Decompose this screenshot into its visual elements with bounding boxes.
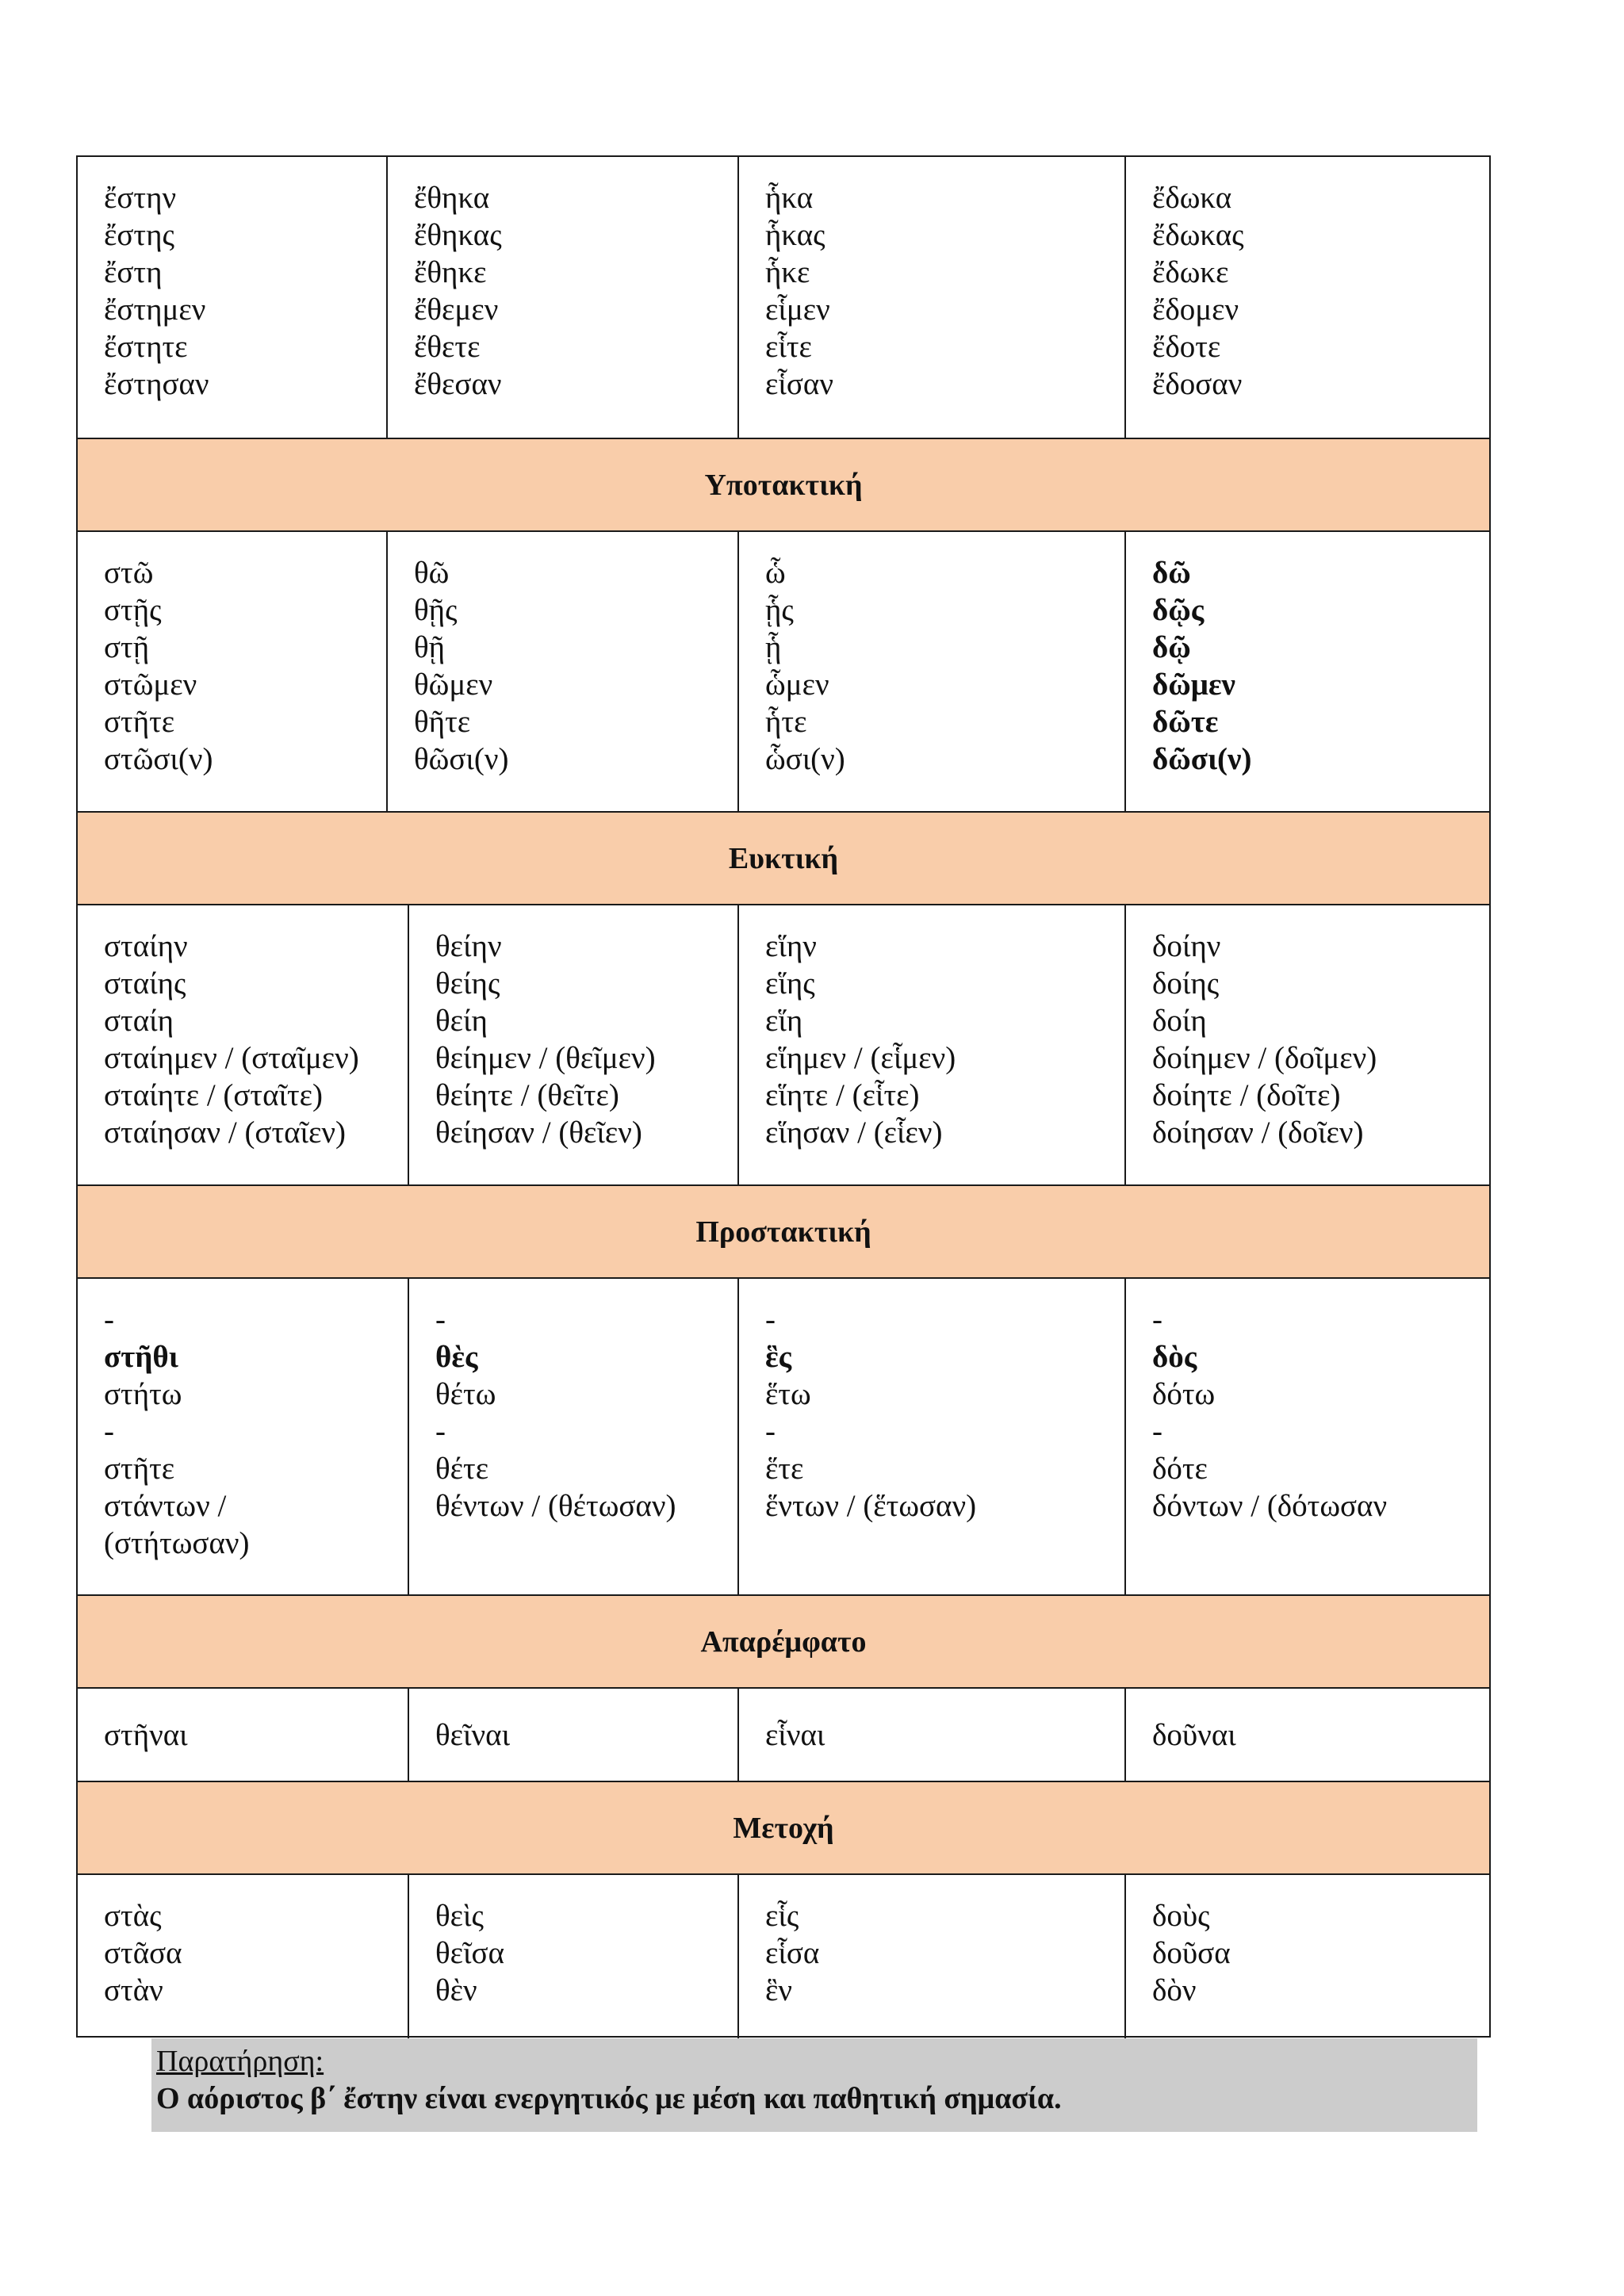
- row-prostaktiki: [78, 1277, 1489, 1594]
- form: θεὶς: [435, 1899, 484, 1933]
- form: ἔδωκα: [1152, 181, 1232, 215]
- form: σταίησαν / (σταῖεν): [104, 1115, 347, 1150]
- form: θείης: [435, 966, 500, 1001]
- note-box: [151, 2038, 1477, 2132]
- form: ἔθετε: [414, 330, 481, 364]
- row-metoxi: [78, 1873, 1489, 2039]
- form: στῆτε: [104, 705, 175, 739]
- form: εἷσα: [765, 1936, 820, 1970]
- cell-didomi: [1124, 1689, 1492, 1781]
- form: -: [104, 1414, 114, 1448]
- form: δὸς: [1152, 1340, 1197, 1374]
- form: ἔδοσαν: [1152, 367, 1243, 401]
- cell-didomi: [1124, 157, 1492, 438]
- form: ἔδοτε: [1152, 330, 1221, 364]
- form: θῶμεν: [414, 668, 493, 702]
- cell-tithemi: [408, 1875, 737, 2039]
- cell-hiemi: [737, 1689, 1124, 1781]
- form: ὧ: [765, 556, 786, 590]
- form: στὰς: [104, 1899, 162, 1933]
- cell-tithemi: [408, 1689, 737, 1781]
- form: θέτε: [435, 1452, 489, 1486]
- cell-tithemi: [386, 532, 737, 811]
- form: ὧμεν: [765, 668, 829, 702]
- form: ἔδωκας: [1152, 218, 1244, 252]
- form: στῇ: [104, 630, 150, 664]
- form: θὲς: [435, 1340, 478, 1374]
- form: εἵη: [765, 1004, 803, 1038]
- form: δοίητε / (δοῖτε): [1152, 1078, 1341, 1112]
- note-title: Παρατήρηση:: [156, 2045, 324, 2078]
- form: -: [104, 1303, 114, 1337]
- form: ἔθηκας: [414, 218, 502, 252]
- form: σταίην: [104, 929, 188, 963]
- form: δοίησαν / (δοῖεν): [1152, 1115, 1364, 1150]
- section-header-euktiki: Ευκτική: [78, 811, 1489, 904]
- section-header-metoxi: Μετοχή: [78, 1781, 1489, 1873]
- form: ᾗ: [765, 630, 782, 664]
- form: στῆναι: [104, 1717, 188, 1752]
- form: -: [1152, 1303, 1162, 1337]
- form: ἔστημεν: [104, 293, 206, 327]
- form: δοίημεν / (δοῖμεν): [1152, 1041, 1377, 1075]
- form: δῶ: [1152, 556, 1191, 590]
- cell-histemi: [78, 532, 386, 811]
- form: ἔδομεν: [1152, 293, 1239, 327]
- row-ypotaktiki: [78, 530, 1489, 811]
- form: δόντων / (δότωσαν: [1152, 1489, 1388, 1523]
- form: θῶσι(ν): [414, 742, 509, 776]
- cell-histemi: [78, 1875, 408, 2039]
- form: σταίης: [104, 966, 186, 1001]
- form: δῷς: [1152, 593, 1205, 627]
- form: στῆτε: [104, 1452, 175, 1486]
- form: ἧτε: [765, 705, 807, 739]
- form: θεῖσα: [435, 1936, 505, 1970]
- form: στῶμεν: [104, 668, 197, 702]
- form: σταίημεν / (σταῖμεν): [104, 1041, 359, 1075]
- form: -: [765, 1303, 776, 1337]
- form: θείησαν / (θεῖεν): [435, 1115, 642, 1150]
- form: εἷσαν: [765, 367, 833, 401]
- form: θέντων / (θέτωσαν): [435, 1489, 676, 1523]
- form: θῇ: [414, 630, 446, 664]
- form: δῶμεν: [1152, 668, 1235, 702]
- form: στῇς: [104, 593, 162, 627]
- form: ἓν: [765, 1973, 793, 2007]
- form: εἵην: [765, 929, 817, 963]
- form: ἔστη: [104, 255, 163, 289]
- section-header-prostaktiki: Προστακτική: [78, 1184, 1489, 1277]
- form: θεῖναι: [435, 1717, 511, 1752]
- cell-tithemi: [408, 905, 737, 1184]
- form: ᾗς: [765, 593, 794, 627]
- form: θείην: [435, 929, 502, 963]
- row-aparemfato: [78, 1687, 1489, 1781]
- form: δότω: [1152, 1377, 1216, 1411]
- form: θείημεν / (θεῖμεν): [435, 1041, 656, 1075]
- cell-histemi: [78, 1689, 408, 1781]
- cell-hiemi: [737, 157, 1124, 438]
- form: ὧσι(ν): [765, 742, 845, 776]
- form: (στήτωσαν): [104, 1526, 250, 1560]
- form: θῇς: [414, 593, 458, 627]
- form: ἔστην: [104, 181, 177, 215]
- form: δοίην: [1152, 929, 1221, 963]
- cell-tithemi: [386, 157, 737, 438]
- form: -: [1152, 1414, 1162, 1448]
- form: στὰν: [104, 1973, 163, 2007]
- form: ἔστησαν: [104, 367, 209, 401]
- form: ἔδωκε: [1152, 255, 1229, 289]
- form: ἔστης: [104, 218, 174, 252]
- form: εἷναι: [765, 1717, 825, 1752]
- form: εἵης: [765, 966, 815, 1001]
- conjugation-table: [76, 155, 1491, 2038]
- form: -: [765, 1414, 776, 1448]
- form: ἧκα: [765, 181, 814, 215]
- form: δοὺς: [1152, 1899, 1210, 1933]
- form: στῶσι(ν): [104, 742, 213, 776]
- form: ἧκε: [765, 255, 810, 289]
- form: δῶτε: [1152, 705, 1219, 739]
- form: θὲν: [435, 1973, 477, 2007]
- form: δοίης: [1152, 966, 1220, 1001]
- form: στῶ: [104, 556, 154, 590]
- form: εἷς: [765, 1899, 799, 1933]
- form: δότε: [1152, 1452, 1208, 1486]
- cell-hiemi: [737, 1279, 1124, 1594]
- form: εἷτε: [765, 330, 812, 364]
- form: -: [435, 1303, 446, 1337]
- form: στῆθι: [104, 1340, 178, 1374]
- cell-histemi: [78, 1279, 408, 1594]
- form: δοῦσα: [1152, 1936, 1231, 1970]
- form: θῶ: [414, 556, 450, 590]
- cell-tithemi: [408, 1279, 737, 1594]
- form: ἔθεμεν: [414, 293, 499, 327]
- form: θέτω: [435, 1377, 496, 1411]
- form: εἵητε / (εἷτε): [765, 1078, 920, 1112]
- form: ἔστητε: [104, 330, 188, 364]
- form: στᾶσα: [104, 1936, 182, 1970]
- form: στήτω: [104, 1377, 182, 1411]
- row-euktiki: [78, 904, 1489, 1184]
- form: εἵησαν / (εἷεν): [765, 1115, 943, 1150]
- form: σταίη: [104, 1004, 174, 1038]
- form: θείητε / (θεῖτε): [435, 1078, 619, 1112]
- form: ἕντων / (ἕτωσαν): [765, 1489, 977, 1523]
- form: ἔθηκε: [414, 255, 487, 289]
- cell-didomi: [1124, 905, 1492, 1184]
- section-header-aparemfato: Απαρέμφατο: [78, 1594, 1489, 1687]
- form: δοίη: [1152, 1004, 1207, 1038]
- cell-histemi: [78, 157, 386, 438]
- cell-didomi: [1124, 1279, 1492, 1594]
- form: ἕτω: [765, 1377, 811, 1411]
- cell-hiemi: [737, 532, 1124, 811]
- form: ἕτε: [765, 1452, 804, 1486]
- row-oristiki: [78, 157, 1489, 438]
- form: ἧκας: [765, 218, 825, 252]
- form: ἔθεσαν: [414, 367, 502, 401]
- note-text: Ο αόριστος β΄ ἔστην είναι ενεργητικός με μέση και παθητική σημασία.: [156, 2082, 1062, 2115]
- form: -: [435, 1414, 446, 1448]
- section-header-ypotaktiki: Υποτακτική: [78, 438, 1489, 530]
- form: ἓς: [765, 1340, 792, 1374]
- form: στάντων /: [104, 1489, 227, 1523]
- cell-hiemi: [737, 905, 1124, 1184]
- form: δοῦναι: [1152, 1717, 1236, 1752]
- form: θῆτε: [414, 705, 471, 739]
- form: εἵημεν / (εἷμεν): [765, 1041, 956, 1075]
- cell-hiemi: [737, 1875, 1124, 2039]
- cell-didomi: [1124, 532, 1492, 811]
- cell-histemi: [78, 905, 408, 1184]
- cell-didomi: [1124, 1875, 1492, 2039]
- form: θείη: [435, 1004, 488, 1038]
- form: σταίητε / (σταῖτε): [104, 1078, 324, 1112]
- form: δῷ: [1152, 630, 1191, 664]
- form: δὸν: [1152, 1973, 1197, 2007]
- form: εἷμεν: [765, 293, 830, 327]
- form: ἔθηκα: [414, 181, 490, 215]
- form: δῶσι(ν): [1152, 742, 1252, 776]
